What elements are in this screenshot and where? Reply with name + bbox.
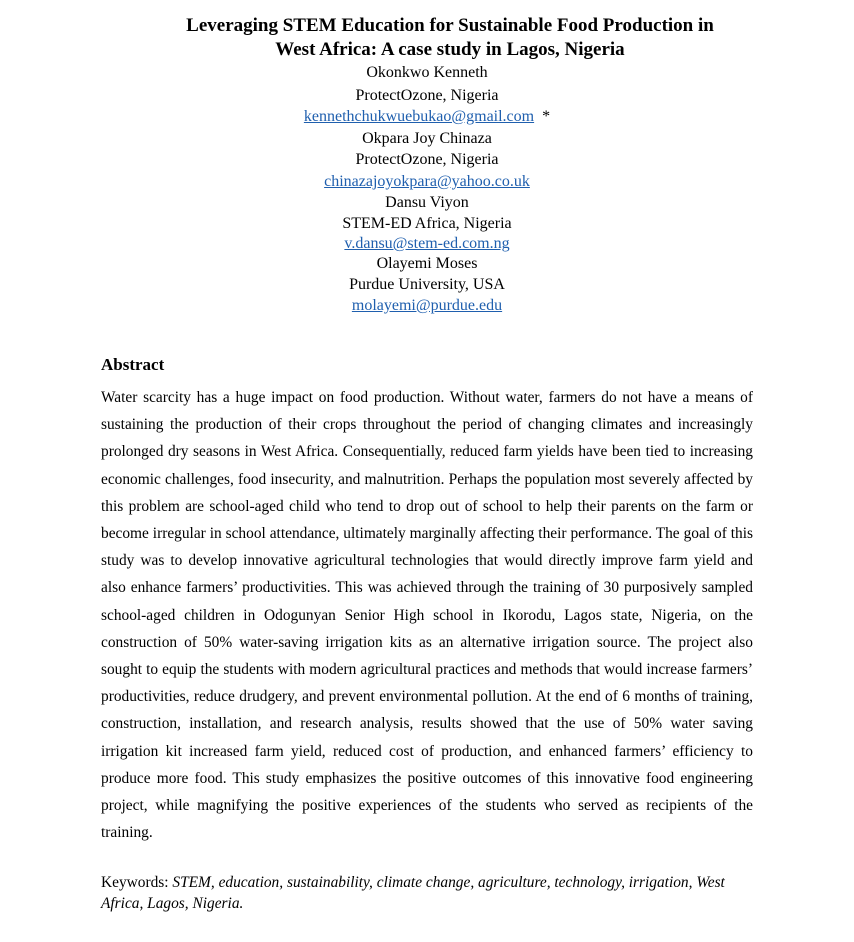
author-email-link[interactable]: kennethchukwuebukao@gmail.com bbox=[303, 108, 535, 125]
author-email-link[interactable]: molayemi@purdue.edu bbox=[351, 297, 503, 314]
author-affiliation: STEM-ED Africa, Nigeria bbox=[342, 215, 512, 232]
author-email-link[interactable]: v.dansu@stem-ed.com.ng bbox=[344, 235, 510, 252]
author-email-line bbox=[150, 107, 704, 127]
keywords-label: Keywords: bbox=[101, 874, 173, 891]
abstract-heading: Abstract bbox=[101, 355, 165, 374]
author-name: Olayemi Moses bbox=[376, 255, 478, 272]
author-email-link[interactable]: chinazajoyokpara@yahoo.co.uk bbox=[324, 173, 530, 190]
title-line-1: Leveraging STEM Education for Sustainable Food Production in bbox=[186, 15, 714, 36]
author-affiliation: Purdue University, USA bbox=[349, 276, 505, 293]
keywords-list: STEM, education, sustainability, climate change, agriculture, technology, irrigation, West Africa, Lagos, Nigeria. bbox=[101, 874, 725, 912]
author-name: Okpara Joy Chinaza bbox=[362, 130, 492, 147]
abstract-body: Water scarcity has a huge impact on food production. Without water, farmers do not have a means of sustaining the production of their crops throughout the period of changing climates and increasingly prolonged dry seasons in West Africa. Consequentially, reduced farm yields have been tied to increasing economic challenges, food insecurity, and malnutrition. Perhaps the population most severely affected by this problem are school-aged child who tend to drop out of school to help their parents on the farm or become irregular in school attendance, ultimately marginally affecting their performance. The goal of this study was to develop innovative agricultural technologies that would directly improve farm yield and also enhance farmers’ productivities. This was achieved through the training of 30 purposively sampled school-aged children in Odogunyan Senior High school in Ikorodu, Lagos state, Nigeria, on the construction of 50% water-saving irrigation kits as an alternative irrigation source. The project also sought to equip the students with modern agricultural practices and methods that would increase farmers’ productivities, reduce drudgery, and prevent environmental pollution. At the end of 6 months of training, construction, installation, and research analysis, results showed that the use of 50% water saving irrigation kit increased farm yield, reduced cost of production, and enhanced farmers’ efficiency to produce more food. This study emphasizes the positive outcomes of this innovative food engineering project, while magnifying the positive experiences of the students who served as recipients of the training. bbox=[101, 389, 753, 842]
author-affiliation: ProtectOzone, Nigeria bbox=[355, 87, 499, 104]
author-affiliation: ProtectOzone, Nigeria bbox=[355, 151, 499, 168]
author-email-line bbox=[150, 234, 704, 254]
author-name: Dansu Viyon bbox=[385, 194, 469, 211]
title-line-2: West Africa: A case study in Lagos, Nigeria bbox=[275, 39, 625, 60]
author-name: Okonkwo Kenneth bbox=[366, 64, 488, 81]
keywords bbox=[101, 872, 761, 914]
author-email-line bbox=[150, 296, 704, 316]
author-email-line bbox=[150, 172, 704, 192]
corresponding-author-marker: * bbox=[542, 108, 551, 125]
